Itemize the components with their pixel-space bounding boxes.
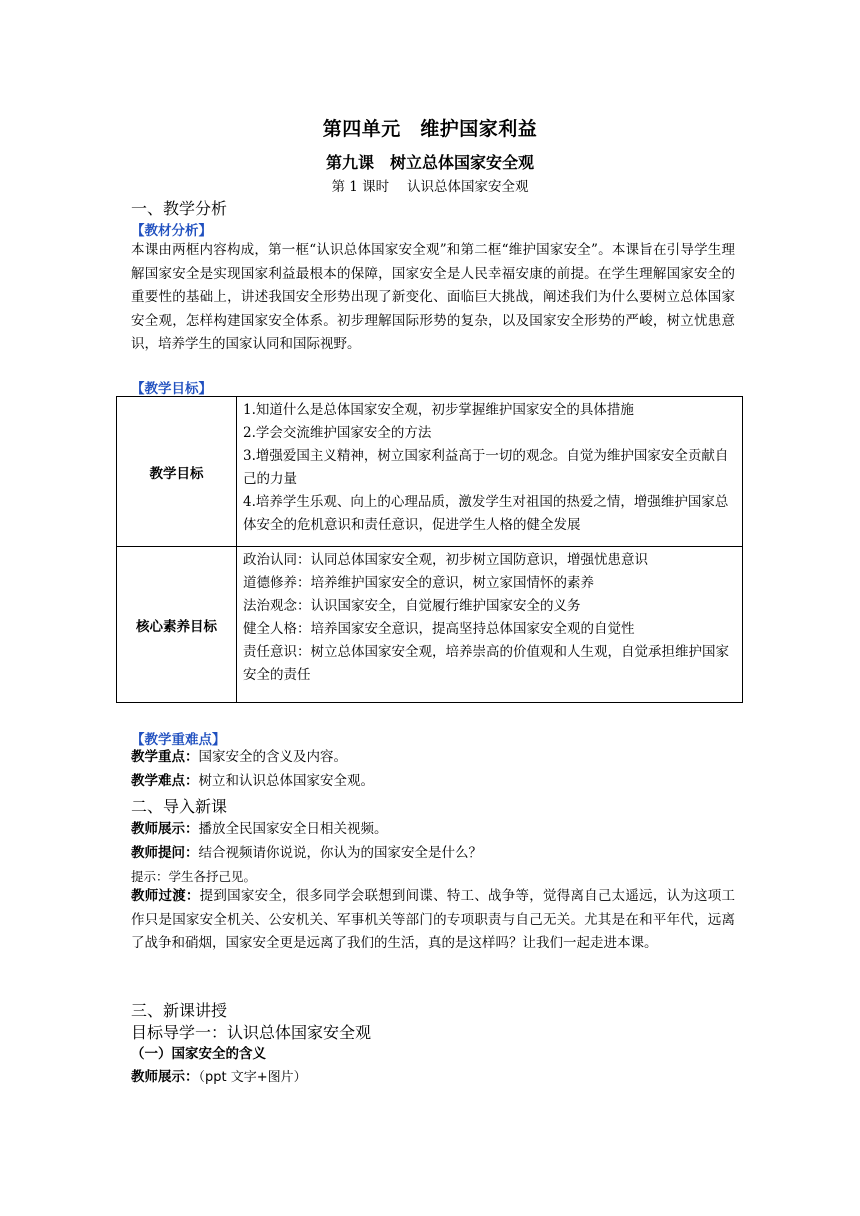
lesson-title: 第九课 树立总体国家安全观 [325, 153, 534, 172]
objective-line: 3.增强爱国主义精神，树立国家利益高于一切的观念。自觉为维护国家安全贡献自己的力量 [243, 448, 729, 487]
key-points-label: 【教学重难点】 [131, 732, 226, 748]
objectives-row-content [237, 397, 743, 547]
core-literacy-line: 法治观念：认识国家安全，自觉履行维护国家安全的义务 [243, 598, 581, 614]
teacher-transition [131, 885, 735, 956]
teacher-show-2-text: （ppt 文字+图片） [198, 1070, 307, 1085]
teacher-question [131, 842, 482, 864]
subsection-heading: （一）国家安全的含义 [131, 1046, 266, 1062]
objective-line: 4.培养学生乐观、向上的心理品质，激发学生对祖国的热爱之情，增强维护国家总体安全的危机意识和责任意识，促进学生人格的健全发展 [243, 494, 729, 533]
period-title: 第 1 课时 认识总体国家安全观 [331, 179, 529, 195]
hint-text: 提示：学生各抒己见。 [131, 869, 257, 884]
teaching-difficulty-label: 教学难点： [131, 773, 199, 789]
objectives-label: 【教学目标】 [131, 381, 212, 397]
core-literacy-line: 道德修养：培养维护国家安全的意识，树立家国情怀的素养 [243, 575, 594, 591]
teaching-focus [131, 746, 347, 768]
teacher-transition-text: 提到国家安全，很多同学会联想到间谍、特工、战争等，觉得离自己太遥远，认为这项工作只是国家安全机关、公安机关、军事机关等部门的专项职责与自己无关。尤其是在和平年代，远离了战争和硝烟，国家安全更是远离了我们的生活，真的是这样吗？让我们一起走进本课。 [131, 888, 736, 951]
core-literacy-line: 政治认同：认同总体国家安全观，初步树立国防意识，增强忧患意识 [243, 552, 648, 568]
unit-title: 第四单元 维护国家利益 [322, 118, 538, 140]
teaching-focus-text: 国家安全的含义及内容。 [198, 749, 347, 765]
section-heading-intro: 二、导入新课 [131, 797, 228, 816]
core-literacy-row-label: 核心素养目标 [117, 547, 237, 703]
teacher-question-text: 结合视频请你说说，你认为的国家安全是什么？ [198, 845, 482, 861]
teacher-show [131, 818, 388, 840]
teacher-transition-label: 教师过渡： [131, 888, 200, 904]
core-literacy-row-content [237, 547, 743, 703]
teacher-question-label: 教师提问： [131, 845, 199, 861]
teaching-difficulty [131, 770, 374, 792]
objectives-table [116, 396, 743, 703]
teaching-difficulty-text: 树立和认识总体国家安全观。 [198, 773, 374, 789]
teacher-show-label: 教师展示： [131, 821, 199, 837]
table-row [117, 397, 743, 547]
core-literacy-line: 责任意识：树立总体国家安全观，培养崇高的价值观和人生观，自觉承担维护国家安全的责任 [243, 644, 729, 683]
objective-line: 1.知道什么是总体国家安全观，初步掌握维护国家安全的具体措施 [243, 402, 634, 418]
material-analysis-text: 本课由两框内容构成，第一框“认识总体国家安全观”和第二框“维护国家安全”。本课旨在引导学生理解国家安全是实现国家利益最根本的保障，国家安全是人民幸福安康的前提。在学生理解国家安全的重要性的基础上，讲述我国安全形势出现了新变化、面临巨大挑战，阐述我们为什么要树立总体国家安全观，怎样构建国家安全体系。初步理解国际形势的复杂，以及国家安全形势的严峻，树立忧患意识，培养学生的国家认同和国际视野。 [131, 242, 735, 352]
table-row [117, 547, 743, 703]
objectives-row-label: 教学目标 [117, 397, 237, 547]
teacher-show-2 [131, 1066, 307, 1089]
goal-heading: 目标导学一：认识总体国家安全观 [131, 1023, 372, 1042]
teaching-focus-label: 教学重点： [131, 749, 199, 765]
teacher-show-2-label: 教师展示： [131, 1069, 199, 1085]
core-literacy-line: 健全人格：培养国家安全意识，提高坚持总体国家安全观的自觉性 [243, 621, 635, 637]
teacher-show-text: 播放全民国家安全日相关视频。 [198, 821, 388, 837]
section-heading-new-lesson: 三、新课讲授 [131, 1001, 228, 1020]
objective-line: 2.学会交流维护国家安全的方法 [243, 425, 432, 441]
material-analysis-label: 【教材分析】 [131, 223, 212, 239]
section-heading-analysis: 一、教学分析 [131, 199, 228, 218]
